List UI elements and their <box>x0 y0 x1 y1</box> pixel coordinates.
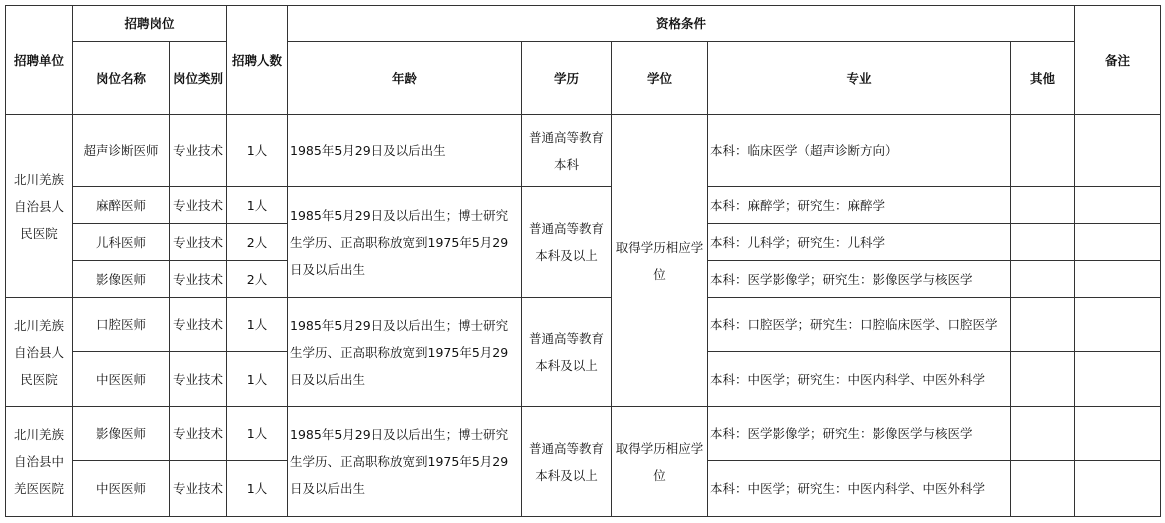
header-major: 专业 <box>708 42 1011 115</box>
remark-cell <box>1075 224 1161 261</box>
header-unit: 招聘单位 <box>6 6 73 115</box>
remark-cell <box>1075 187 1161 224</box>
position-type-cell: 专业技术 <box>170 115 227 187</box>
other-cell <box>1011 261 1075 298</box>
position-name-cell: 口腔医师 <box>73 298 170 352</box>
header-age: 年龄 <box>288 42 522 115</box>
headcount-cell: 1人 <box>227 187 288 224</box>
position-type-cell: 专业技术 <box>170 187 227 224</box>
major-cell: 本科：中医学；研究生：中医内科学、中医外科学 <box>708 461 1011 517</box>
age-cell: 1985年5月29日及以后出生 <box>288 115 522 187</box>
remark-cell <box>1075 461 1161 517</box>
table-row <box>6 298 1161 352</box>
position-type-cell: 专业技术 <box>170 298 227 352</box>
major-cell: 本科：中医学；研究生：中医内科学、中医外科学 <box>708 352 1011 407</box>
position-name-cell: 影像医师 <box>73 407 170 461</box>
header-position-name: 岗位名称 <box>73 42 170 115</box>
position-name-cell: 中医医师 <box>73 352 170 407</box>
education-cell: 普通高等教育本科及以上 <box>522 407 612 517</box>
major-cell: 本科：儿科学；研究生：儿科学 <box>708 224 1011 261</box>
remark-cell <box>1075 407 1161 461</box>
headcount-cell: 2人 <box>227 224 288 261</box>
header-education: 学历 <box>522 42 612 115</box>
remark-cell <box>1075 298 1161 352</box>
position-type-cell: 专业技术 <box>170 224 227 261</box>
header-qualification-group: 资格条件 <box>288 6 1075 42</box>
headcount-cell: 1人 <box>227 461 288 517</box>
position-type-cell: 专业技术 <box>170 352 227 407</box>
unit-cell: 北川羌族自治县人民医院 <box>6 115 73 298</box>
table-row <box>6 115 1161 187</box>
headcount-cell: 1人 <box>227 115 288 187</box>
header-degree: 学位 <box>612 42 708 115</box>
position-name-cell: 超声诊断医师 <box>73 115 170 187</box>
header-row-2 <box>6 42 1161 115</box>
table-row <box>6 187 1161 224</box>
unit-cell: 北川羌族自治县人民医院 <box>6 298 73 407</box>
education-cell: 普通高等教育本科及以上 <box>522 187 612 298</box>
degree-cell: 取得学历相应学位 <box>612 115 708 407</box>
other-cell <box>1011 224 1075 261</box>
other-cell <box>1011 461 1075 517</box>
position-type-cell: 专业技术 <box>170 407 227 461</box>
degree-cell: 取得学历相应学位 <box>612 407 708 517</box>
education-cell: 普通高等教育本科 <box>522 115 612 187</box>
major-cell: 本科：口腔医学；研究生：口腔临床医学、口腔医学 <box>708 298 1011 352</box>
recruitment-table-container <box>5 5 1160 518</box>
table-row <box>6 407 1161 461</box>
position-name-cell: 儿科医师 <box>73 224 170 261</box>
age-cell: 1985年5月29日及以后出生；博士研究生学历、正高职称放宽到1975年5月29日及以后出生 <box>288 407 522 517</box>
position-type-cell: 专业技术 <box>170 461 227 517</box>
header-remark: 备注 <box>1075 6 1161 115</box>
major-cell: 本科：医学影像学；研究生：影像医学与核医学 <box>708 261 1011 298</box>
position-name-cell: 中医医师 <box>73 461 170 517</box>
major-cell: 本科：临床医学（超声诊断方向） <box>708 115 1011 187</box>
remark-cell <box>1075 115 1161 187</box>
age-cell: 1985年5月29日及以后出生；博士研究生学历、正高职称放宽到1975年5月29日及以后出生 <box>288 187 522 298</box>
recruitment-table <box>5 5 1161 517</box>
major-cell: 本科：医学影像学；研究生：影像医学与核医学 <box>708 407 1011 461</box>
position-type-cell: 专业技术 <box>170 261 227 298</box>
headcount-cell: 1人 <box>227 298 288 352</box>
header-other: 其他 <box>1011 42 1075 115</box>
major-cell: 本科：麻醉学；研究生：麻醉学 <box>708 187 1011 224</box>
position-name-cell: 麻醉医师 <box>73 187 170 224</box>
header-position-type: 岗位类别 <box>170 42 227 115</box>
other-cell <box>1011 298 1075 352</box>
education-cell: 普通高等教育本科及以上 <box>522 298 612 407</box>
remark-cell <box>1075 261 1161 298</box>
header-headcount: 招聘人数 <box>227 6 288 115</box>
headcount-cell: 1人 <box>227 407 288 461</box>
header-position-group: 招聘岗位 <box>73 6 227 42</box>
headcount-cell: 1人 <box>227 352 288 407</box>
remark-cell <box>1075 352 1161 407</box>
other-cell <box>1011 187 1075 224</box>
age-cell: 1985年5月29日及以后出生；博士研究生学历、正高职称放宽到1975年5月29日及以后出生 <box>288 298 522 407</box>
headcount-cell: 2人 <box>227 261 288 298</box>
position-name-cell: 影像医师 <box>73 261 170 298</box>
other-cell <box>1011 115 1075 187</box>
header-row-1 <box>6 6 1161 42</box>
unit-cell: 北川羌族自治县中羌医医院 <box>6 407 73 517</box>
other-cell <box>1011 407 1075 461</box>
other-cell <box>1011 352 1075 407</box>
